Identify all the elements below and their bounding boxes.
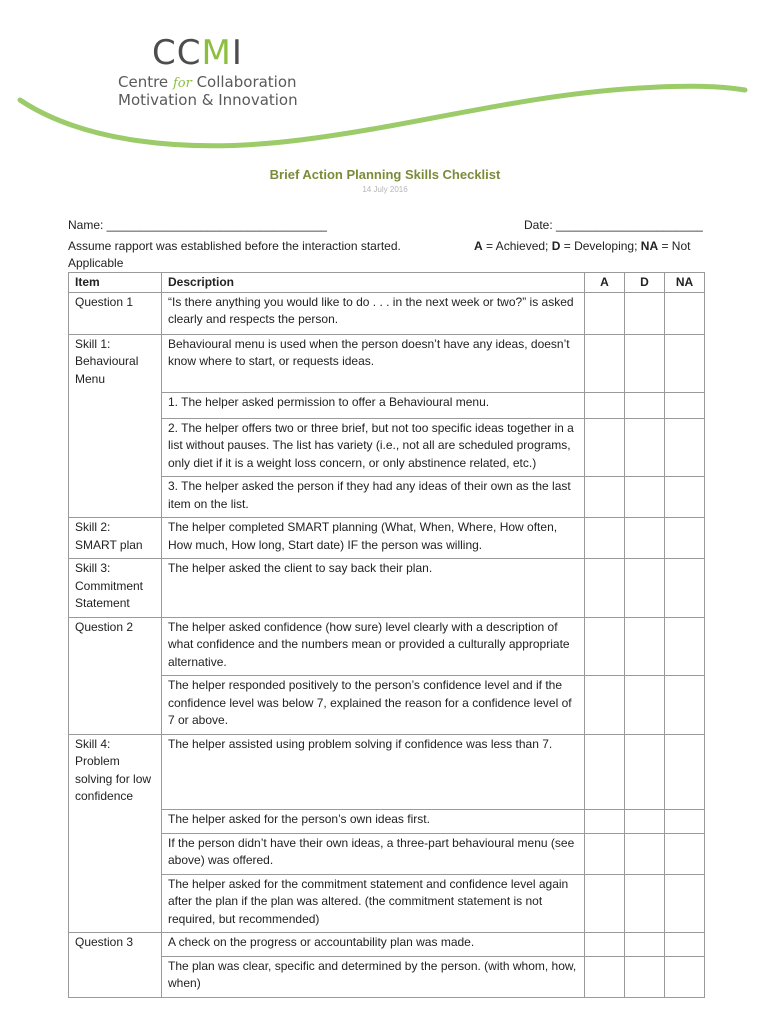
- achieved-cell[interactable]: [585, 559, 625, 618]
- assume-rapport-text: Assume rapport was established before the interaction started. Applicable: [68, 239, 401, 270]
- logo-line-1: Centre for Collaboration: [118, 73, 297, 91]
- achieved-cell[interactable]: [585, 477, 625, 518]
- developing-cell[interactable]: [625, 477, 665, 518]
- row-item: Skill 1: Behavioural Menu: [69, 334, 162, 392]
- table-row: [69, 418, 705, 477]
- achieved-cell[interactable]: [585, 676, 625, 735]
- row-description: “Is there anything you would like to do . . . in the next week or two?” is asked clearly and respects the person.: [162, 292, 585, 334]
- not-applicable-cell[interactable]: [665, 874, 705, 933]
- date-field: Date: ______________________: [524, 218, 703, 232]
- row-description: The helper completed SMART planning (What, When, Where, How often, How much, How long, Start date) IF the person was willing.: [162, 518, 585, 559]
- achieved-cell[interactable]: [585, 334, 625, 392]
- row-item: Skill 3: Commitment Statement: [69, 559, 162, 618]
- row-item: [69, 676, 162, 735]
- achieved-cell[interactable]: [585, 833, 625, 874]
- not-applicable-cell[interactable]: [665, 559, 705, 618]
- not-applicable-cell[interactable]: [665, 292, 705, 334]
- logo-line-2: Motivation & Innovation: [118, 91, 298, 109]
- not-applicable-cell[interactable]: [665, 734, 705, 810]
- not-applicable-cell[interactable]: [665, 617, 705, 676]
- row-description: If the person didn’t have their own ideas, a three-part behavioural menu (see above) was offered.: [162, 833, 585, 874]
- skills-checklist-table: [68, 272, 705, 998]
- table-row: [69, 518, 705, 559]
- row-item: Skill 2: SMART plan: [69, 518, 162, 559]
- not-applicable-cell[interactable]: [665, 518, 705, 559]
- logo-acronym: CCMI: [152, 33, 243, 73]
- table-row: [69, 334, 705, 392]
- row-item: Question 2: [69, 617, 162, 676]
- row-description: The helper assisted using problem solving if confidence was less than 7.: [162, 734, 585, 810]
- not-applicable-cell[interactable]: [665, 392, 705, 418]
- row-item: Question 3: [69, 933, 162, 957]
- achieved-cell[interactable]: [585, 734, 625, 810]
- row-description: The helper asked confidence (how sure) level clearly with a description of what confidence and the numbers mean or provided a culturally appropriate alternative.: [162, 617, 585, 676]
- green-swoosh-decoration: [0, 60, 770, 170]
- row-item: Question 1: [69, 292, 162, 334]
- developing-cell[interactable]: [625, 933, 665, 957]
- rating-legend: A = Achieved; D = Developing; NA = Not: [474, 239, 691, 253]
- table-row: [69, 292, 705, 334]
- developing-cell[interactable]: [625, 676, 665, 735]
- achieved-cell[interactable]: [585, 956, 625, 997]
- row-item: [69, 418, 162, 477]
- achieved-cell[interactable]: [585, 617, 625, 676]
- achieved-cell[interactable]: [585, 418, 625, 477]
- table-row: [69, 874, 705, 933]
- row-description: A check on the progress or accountability plan was made.: [162, 933, 585, 957]
- row-item: [69, 956, 162, 997]
- not-applicable-cell[interactable]: [665, 833, 705, 874]
- developing-cell[interactable]: [625, 559, 665, 618]
- row-item: [69, 874, 162, 933]
- not-applicable-cell[interactable]: [665, 933, 705, 957]
- not-applicable-cell[interactable]: [665, 810, 705, 834]
- developing-cell[interactable]: [625, 833, 665, 874]
- developing-cell[interactable]: [625, 874, 665, 933]
- table-row: [69, 559, 705, 618]
- header-developing: D: [625, 273, 665, 293]
- table-row: [69, 676, 705, 735]
- developing-cell[interactable]: [625, 734, 665, 810]
- row-item: [69, 392, 162, 418]
- row-description: 2. The helper offers two or three brief, but not too specific ideas together in a list without pauses. The list has variety (i.e., not all are scheduled programs, only diet if it is a weight loss concern, or only abstinence related, etc.): [162, 418, 585, 477]
- row-description: 1. The helper asked permission to offer a Behavioural menu.: [162, 392, 585, 418]
- developing-cell[interactable]: [625, 292, 665, 334]
- document-date: 14 July 2016: [362, 185, 408, 194]
- achieved-cell[interactable]: [585, 933, 625, 957]
- table-row: [69, 734, 705, 810]
- developing-cell[interactable]: [625, 810, 665, 834]
- developing-cell[interactable]: [625, 418, 665, 477]
- row-description: The helper asked for the person’s own ideas first.: [162, 810, 585, 834]
- table-row: [69, 833, 705, 874]
- achieved-cell[interactable]: [585, 292, 625, 334]
- table-row: [69, 617, 705, 676]
- row-item: [69, 477, 162, 518]
- developing-cell[interactable]: [625, 334, 665, 392]
- table-header-row: [69, 273, 705, 293]
- not-applicable-cell[interactable]: [665, 477, 705, 518]
- table-row: [69, 933, 705, 957]
- header-description: Description: [162, 273, 585, 293]
- developing-cell[interactable]: [625, 392, 665, 418]
- not-applicable-cell[interactable]: [665, 956, 705, 997]
- header-not-applicable: NA: [665, 273, 705, 293]
- name-field: Name: _________________________________: [68, 218, 327, 232]
- developing-cell[interactable]: [625, 518, 665, 559]
- row-description: The plan was clear, specific and determined by the person. (with whom, how, when): [162, 956, 585, 997]
- achieved-cell[interactable]: [585, 810, 625, 834]
- row-description: Behavioural menu is used when the person doesn’t have any ideas, doesn’t know where to start, or requests ideas.: [162, 334, 585, 392]
- achieved-cell[interactable]: [585, 874, 625, 933]
- table-row: [69, 392, 705, 418]
- achieved-cell[interactable]: [585, 518, 625, 559]
- table-row: [69, 477, 705, 518]
- achieved-cell[interactable]: [585, 392, 625, 418]
- table-row: [69, 956, 705, 997]
- developing-cell[interactable]: [625, 956, 665, 997]
- not-applicable-cell[interactable]: [665, 334, 705, 392]
- row-item: [69, 810, 162, 834]
- row-description: The helper asked the client to say back their plan.: [162, 559, 585, 618]
- table-row: [69, 810, 705, 834]
- row-item: Skill 4: Problem solving for low confidence: [69, 734, 162, 810]
- row-description: The helper asked for the commitment statement and confidence level again after the plan if the plan was altered. (the commitment statement is not required, but recommended): [162, 874, 585, 933]
- header-achieved: A: [585, 273, 625, 293]
- developing-cell[interactable]: [625, 617, 665, 676]
- row-description: The helper responded positively to the person’s confidence level and if the confidence level was below 7, explained the reason for a confidence level of 7 or above.: [162, 676, 585, 735]
- row-description: 3. The helper asked the person if they had any ideas of their own as the last item on the list.: [162, 477, 585, 518]
- row-item: [69, 833, 162, 874]
- not-applicable-cell[interactable]: [665, 676, 705, 735]
- document-title: Brief Action Planning Skills Checklist: [269, 167, 501, 182]
- not-applicable-cell[interactable]: [665, 418, 705, 477]
- header-item: Item: [69, 273, 162, 293]
